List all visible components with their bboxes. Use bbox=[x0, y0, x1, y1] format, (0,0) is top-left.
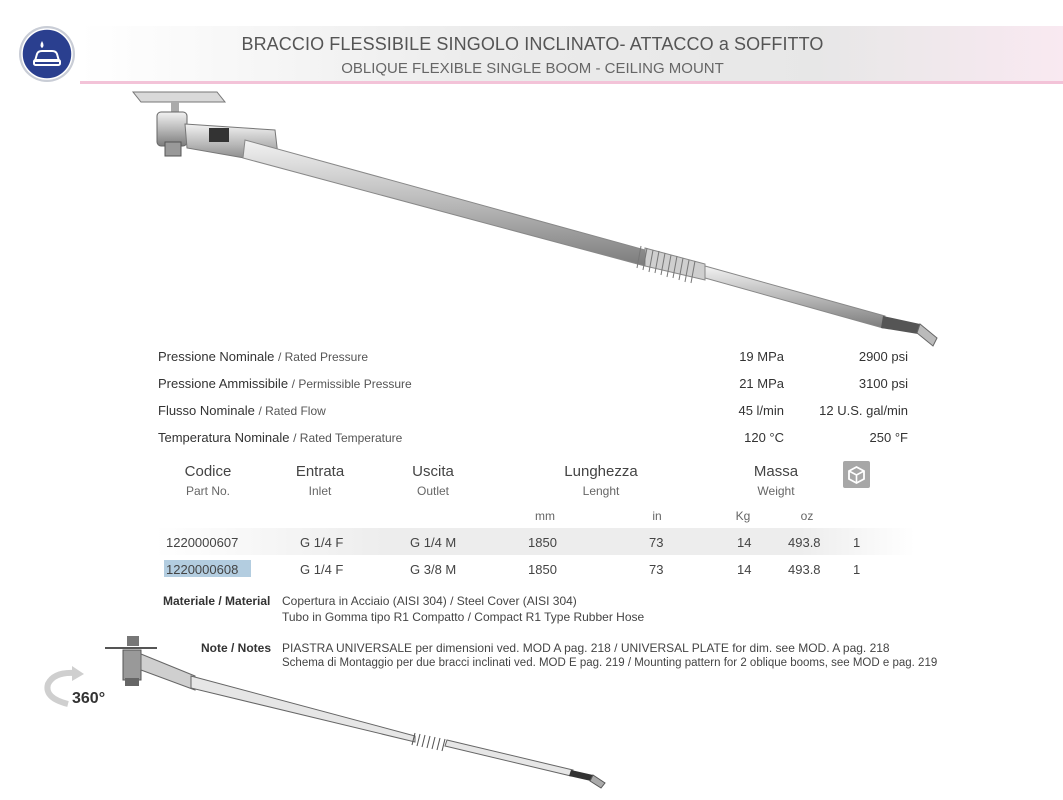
spec-value-metric: 21 MPa bbox=[739, 376, 784, 391]
rotation-label: 360° bbox=[72, 690, 106, 707]
boom-product-image bbox=[125, 80, 955, 370]
cell-qty: 1 bbox=[853, 535, 861, 550]
material-label: Materiale / Material bbox=[163, 594, 271, 608]
spec-label-en: / Rated Pressure bbox=[277, 350, 369, 364]
spec-label-permissible-pressure bbox=[158, 376, 412, 391]
spec-label-it: Pressione Ammissibile bbox=[158, 376, 289, 391]
cell-kg: 14 bbox=[737, 535, 752, 550]
spec-label-en: / Permissible Pressure bbox=[291, 377, 412, 391]
spec-label-rated-pressure bbox=[158, 349, 368, 364]
spec-value-metric: 45 l/min bbox=[738, 403, 784, 418]
notes-line-1: PIASTRA UNIVERSALE per dimensioni ved. MOD A pag. 218 / UNIVERSAL PLATE for dim. see MOD. A pag. 218 bbox=[282, 641, 890, 655]
col-subheader-weight: Weight bbox=[757, 484, 795, 498]
col-subheader-inlet: Inlet bbox=[308, 484, 332, 498]
cell-outlet: G 3/8 M bbox=[410, 562, 457, 577]
car-wash-icon bbox=[18, 25, 76, 83]
spec-value-imperial: 3100 psi bbox=[858, 376, 908, 391]
col-header-length: Lunghezza bbox=[564, 463, 638, 480]
spec-value-imperial: 12 U.S. gal/min bbox=[819, 403, 908, 418]
box-icon bbox=[843, 461, 870, 488]
col-subheader-length: Lenght bbox=[582, 484, 620, 498]
col-subheader-outlet: Outlet bbox=[416, 484, 449, 498]
cell-oz: 493.8 bbox=[788, 535, 821, 550]
notes-line-2: Schema di Montaggio per due bracci inclinati ved. MOD E pag. 219 / Mounting pattern for 2 oblique booms, see MOD e pag. 219 bbox=[282, 657, 938, 669]
spec-label-it: Temperatura Nominale bbox=[158, 430, 290, 445]
cell-in: 73 bbox=[649, 535, 664, 550]
unit-oz: oz bbox=[800, 509, 814, 523]
boom-rotation-image bbox=[95, 630, 625, 795]
cell-outlet: G 1/4 M bbox=[410, 535, 457, 550]
cell-kg: 14 bbox=[737, 562, 752, 577]
col-header-inlet: Entrata bbox=[295, 463, 345, 480]
cell-in: 73 bbox=[649, 562, 664, 577]
cell-code[interactable]: 1220000608 bbox=[166, 562, 239, 577]
spec-label-rated-flow bbox=[158, 403, 326, 418]
cell-oz: 493.8 bbox=[788, 562, 821, 577]
spec-value-imperial: 2900 psi bbox=[858, 349, 908, 364]
col-header-outlet: Uscita bbox=[412, 463, 454, 480]
cell-qty: 1 bbox=[853, 562, 861, 577]
cell-mm: 1850 bbox=[528, 562, 557, 577]
cell-mm: 1850 bbox=[528, 535, 557, 550]
cell-inlet: G 1/4 F bbox=[300, 562, 344, 577]
spec-value-metric: 120 °C bbox=[744, 430, 784, 445]
col-subheader-code: Part No. bbox=[185, 484, 230, 498]
spec-label-en: / Rated Flow bbox=[258, 404, 326, 418]
spec-value-imperial: 250 °F bbox=[869, 430, 908, 445]
material-line-2: Tubo in Gomma tipo R1 Compatto / Compact R1 Type Rubber Hose bbox=[282, 610, 645, 624]
spec-label-en: / Rated Temperature bbox=[293, 431, 403, 445]
cell-inlet: G 1/4 F bbox=[300, 535, 344, 550]
spec-label-rated-temperature bbox=[158, 430, 402, 445]
spec-label-it: Flusso Nominale bbox=[158, 403, 255, 418]
notes-label: Note / Notes bbox=[201, 641, 272, 655]
col-header-code: Codice bbox=[184, 463, 232, 480]
col-header-weight: Massa bbox=[753, 463, 799, 480]
spec-value-metric: 19 MPa bbox=[739, 349, 784, 364]
cell-code: 1220000607 bbox=[166, 535, 239, 550]
page-title: BRACCIO FLESSIBILE SINGOLO INCLINATO- ATTACCO a SOFFITTO bbox=[241, 34, 824, 54]
unit-kg: Kg bbox=[735, 509, 751, 523]
page-subtitle: OBLIQUE FLEXIBLE SINGLE BOOM - CEILING MOUNT bbox=[341, 60, 724, 77]
unit-mm: mm bbox=[535, 509, 555, 523]
unit-in: in bbox=[652, 509, 662, 523]
spec-label-it: Pressione Nominale bbox=[158, 349, 275, 364]
material-line-1: Copertura in Acciaio (AISI 304) / Steel Cover (AISI 304) bbox=[282, 594, 577, 608]
